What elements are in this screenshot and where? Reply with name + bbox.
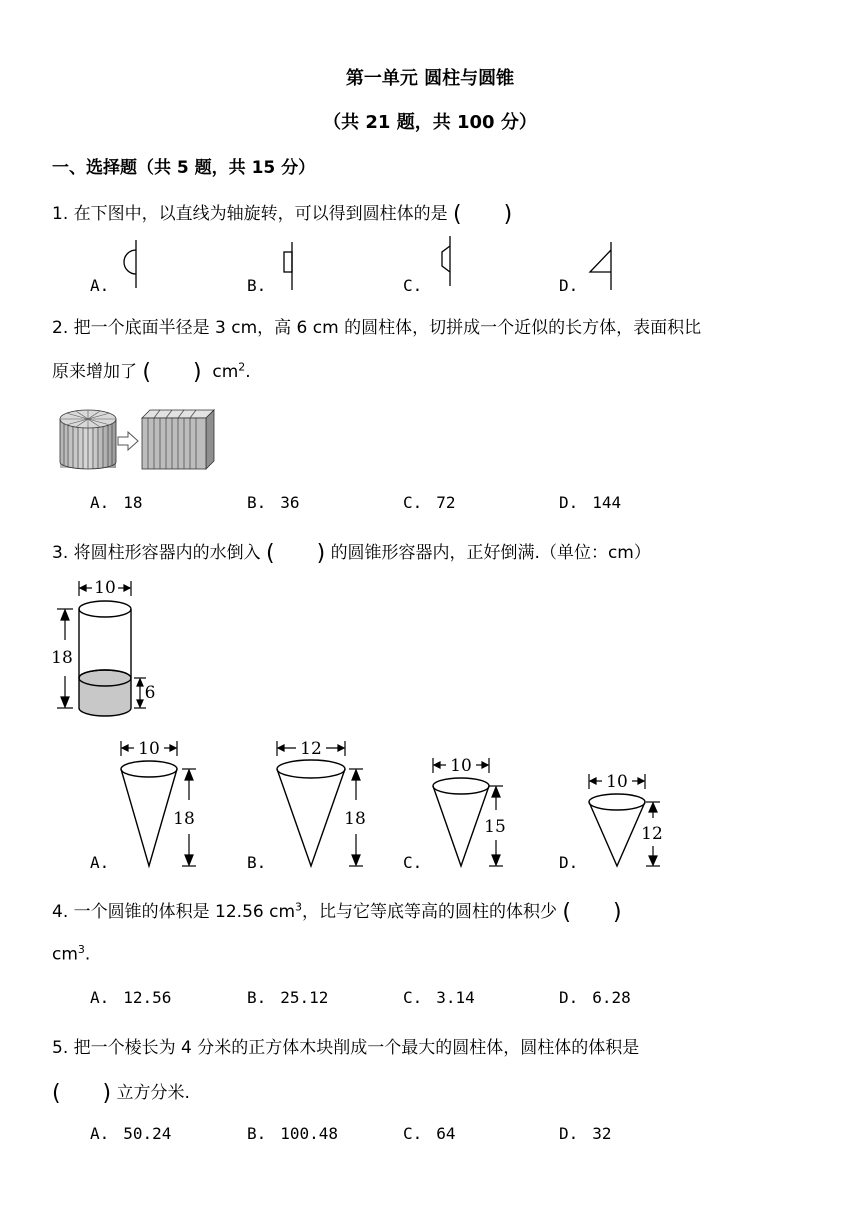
- question-5-line-2: [52, 1078, 190, 1104]
- q3-cylinder: [79, 601, 131, 716]
- q4-option-d: D. 6.28: [559, 988, 631, 1007]
- period: .: [245, 362, 251, 382]
- q2-option-b: B. 36: [247, 493, 300, 512]
- period: .: [84, 944, 91, 965]
- question-5-line-1: 5. 把一个棱长为 4 分米的正方体木块削成一个最大的圆柱体，圆柱体的体积是: [52, 1038, 640, 1058]
- q5-option-a: A. 50.24: [90, 1124, 172, 1143]
- unit-exponent: 3: [295, 900, 303, 914]
- q3-option-a: A.: [90, 853, 110, 872]
- q3-cone-c: [433, 778, 489, 866]
- q1-option-d: D.: [559, 276, 579, 295]
- answer-blank: ( ): [52, 1081, 112, 1106]
- q3-cone-b-height: 18: [344, 809, 366, 829]
- q5-option-d: D. 32: [559, 1124, 612, 1143]
- q3-cone-a-diameter: 10: [138, 739, 160, 759]
- q1-option-b: B.: [247, 276, 267, 295]
- answer-blank: ( ): [453, 202, 513, 227]
- unit: cm: [52, 944, 78, 965]
- answer-blank: ( ): [562, 900, 622, 925]
- page-subtitle: （共 21 题，共 100 分）: [323, 112, 537, 133]
- q3-option-d: D.: [559, 853, 579, 872]
- q3-cone-a-height: 18: [173, 809, 195, 829]
- q3-option-b: B.: [247, 853, 267, 872]
- q2-option-d: D. 144: [559, 493, 622, 512]
- q5-option-b: B. 100.48: [247, 1124, 339, 1143]
- q3-cone-a: [121, 761, 177, 866]
- q1-option-c: C.: [403, 276, 423, 295]
- question-4-text-a: 4. 一个圆锥的体积是 12.56 cm: [52, 902, 296, 922]
- answer-blank: ( ): [266, 541, 326, 566]
- q3-option-c: C.: [403, 853, 423, 872]
- unit-exponent: 3: [77, 943, 85, 956]
- q2-option-a: A. 18: [90, 493, 143, 512]
- q3-cone-c-diameter: 10: [450, 756, 472, 776]
- section-heading: 一、选择题（共 5 题，共 15 分）: [52, 158, 316, 178]
- q3-cone-c-height: 15: [484, 817, 506, 837]
- question-1-text: 1. 在下图中，以直线为轴旋转，可以得到圆柱体的是: [52, 204, 448, 224]
- q3-cone-d-diameter: 10: [606, 772, 628, 792]
- q4-option-b: B. 25.12: [247, 988, 329, 1007]
- q3-cone-b: [277, 760, 345, 866]
- q3-cone-d: [589, 794, 645, 866]
- q3-cylinder-diameter: 10: [94, 578, 116, 598]
- q2-option-c: C. 72: [403, 493, 456, 512]
- question-3-text-a: 3. 将圆柱形容器内的水倒入: [52, 543, 261, 563]
- question-2-text: 原来增加了: [52, 362, 137, 382]
- question-2-line-1: 2. 把一个底面半径是 3 cm，高 6 cm 的圆柱体，切拼成一个近似的长方体，表面积比: [52, 318, 702, 338]
- question-4-line-2: [52, 943, 90, 965]
- answer-blank: ( ): [142, 360, 202, 385]
- page-title: 第一单元 圆柱与圆锥: [345, 68, 515, 89]
- question-4-text-b: ，比与它等底等高的圆柱的体积少: [302, 902, 558, 922]
- q3-cylinder-height: 18: [51, 648, 73, 668]
- q5-option-c: C. 64: [403, 1124, 456, 1143]
- q3-cone-b-diameter: 12: [300, 739, 322, 759]
- q3-cone-d-height: 12: [641, 824, 663, 844]
- question-3-text-b: 的圆锥形容器内，正好倒满.（单位：cm）: [330, 543, 651, 563]
- question-4-line-1: [52, 897, 622, 923]
- unit: cm: [212, 362, 239, 382]
- q3-water-height: 6: [144, 683, 156, 703]
- question-5-text: 立方分米.: [116, 1083, 190, 1103]
- q4-option-a: A. 12.56: [90, 988, 172, 1007]
- q1-option-a: A.: [90, 276, 110, 295]
- q4-option-c: C. 3.14: [403, 988, 475, 1007]
- q3-cone-a-dims: [121, 741, 196, 866]
- unit-exponent: 2: [238, 360, 246, 374]
